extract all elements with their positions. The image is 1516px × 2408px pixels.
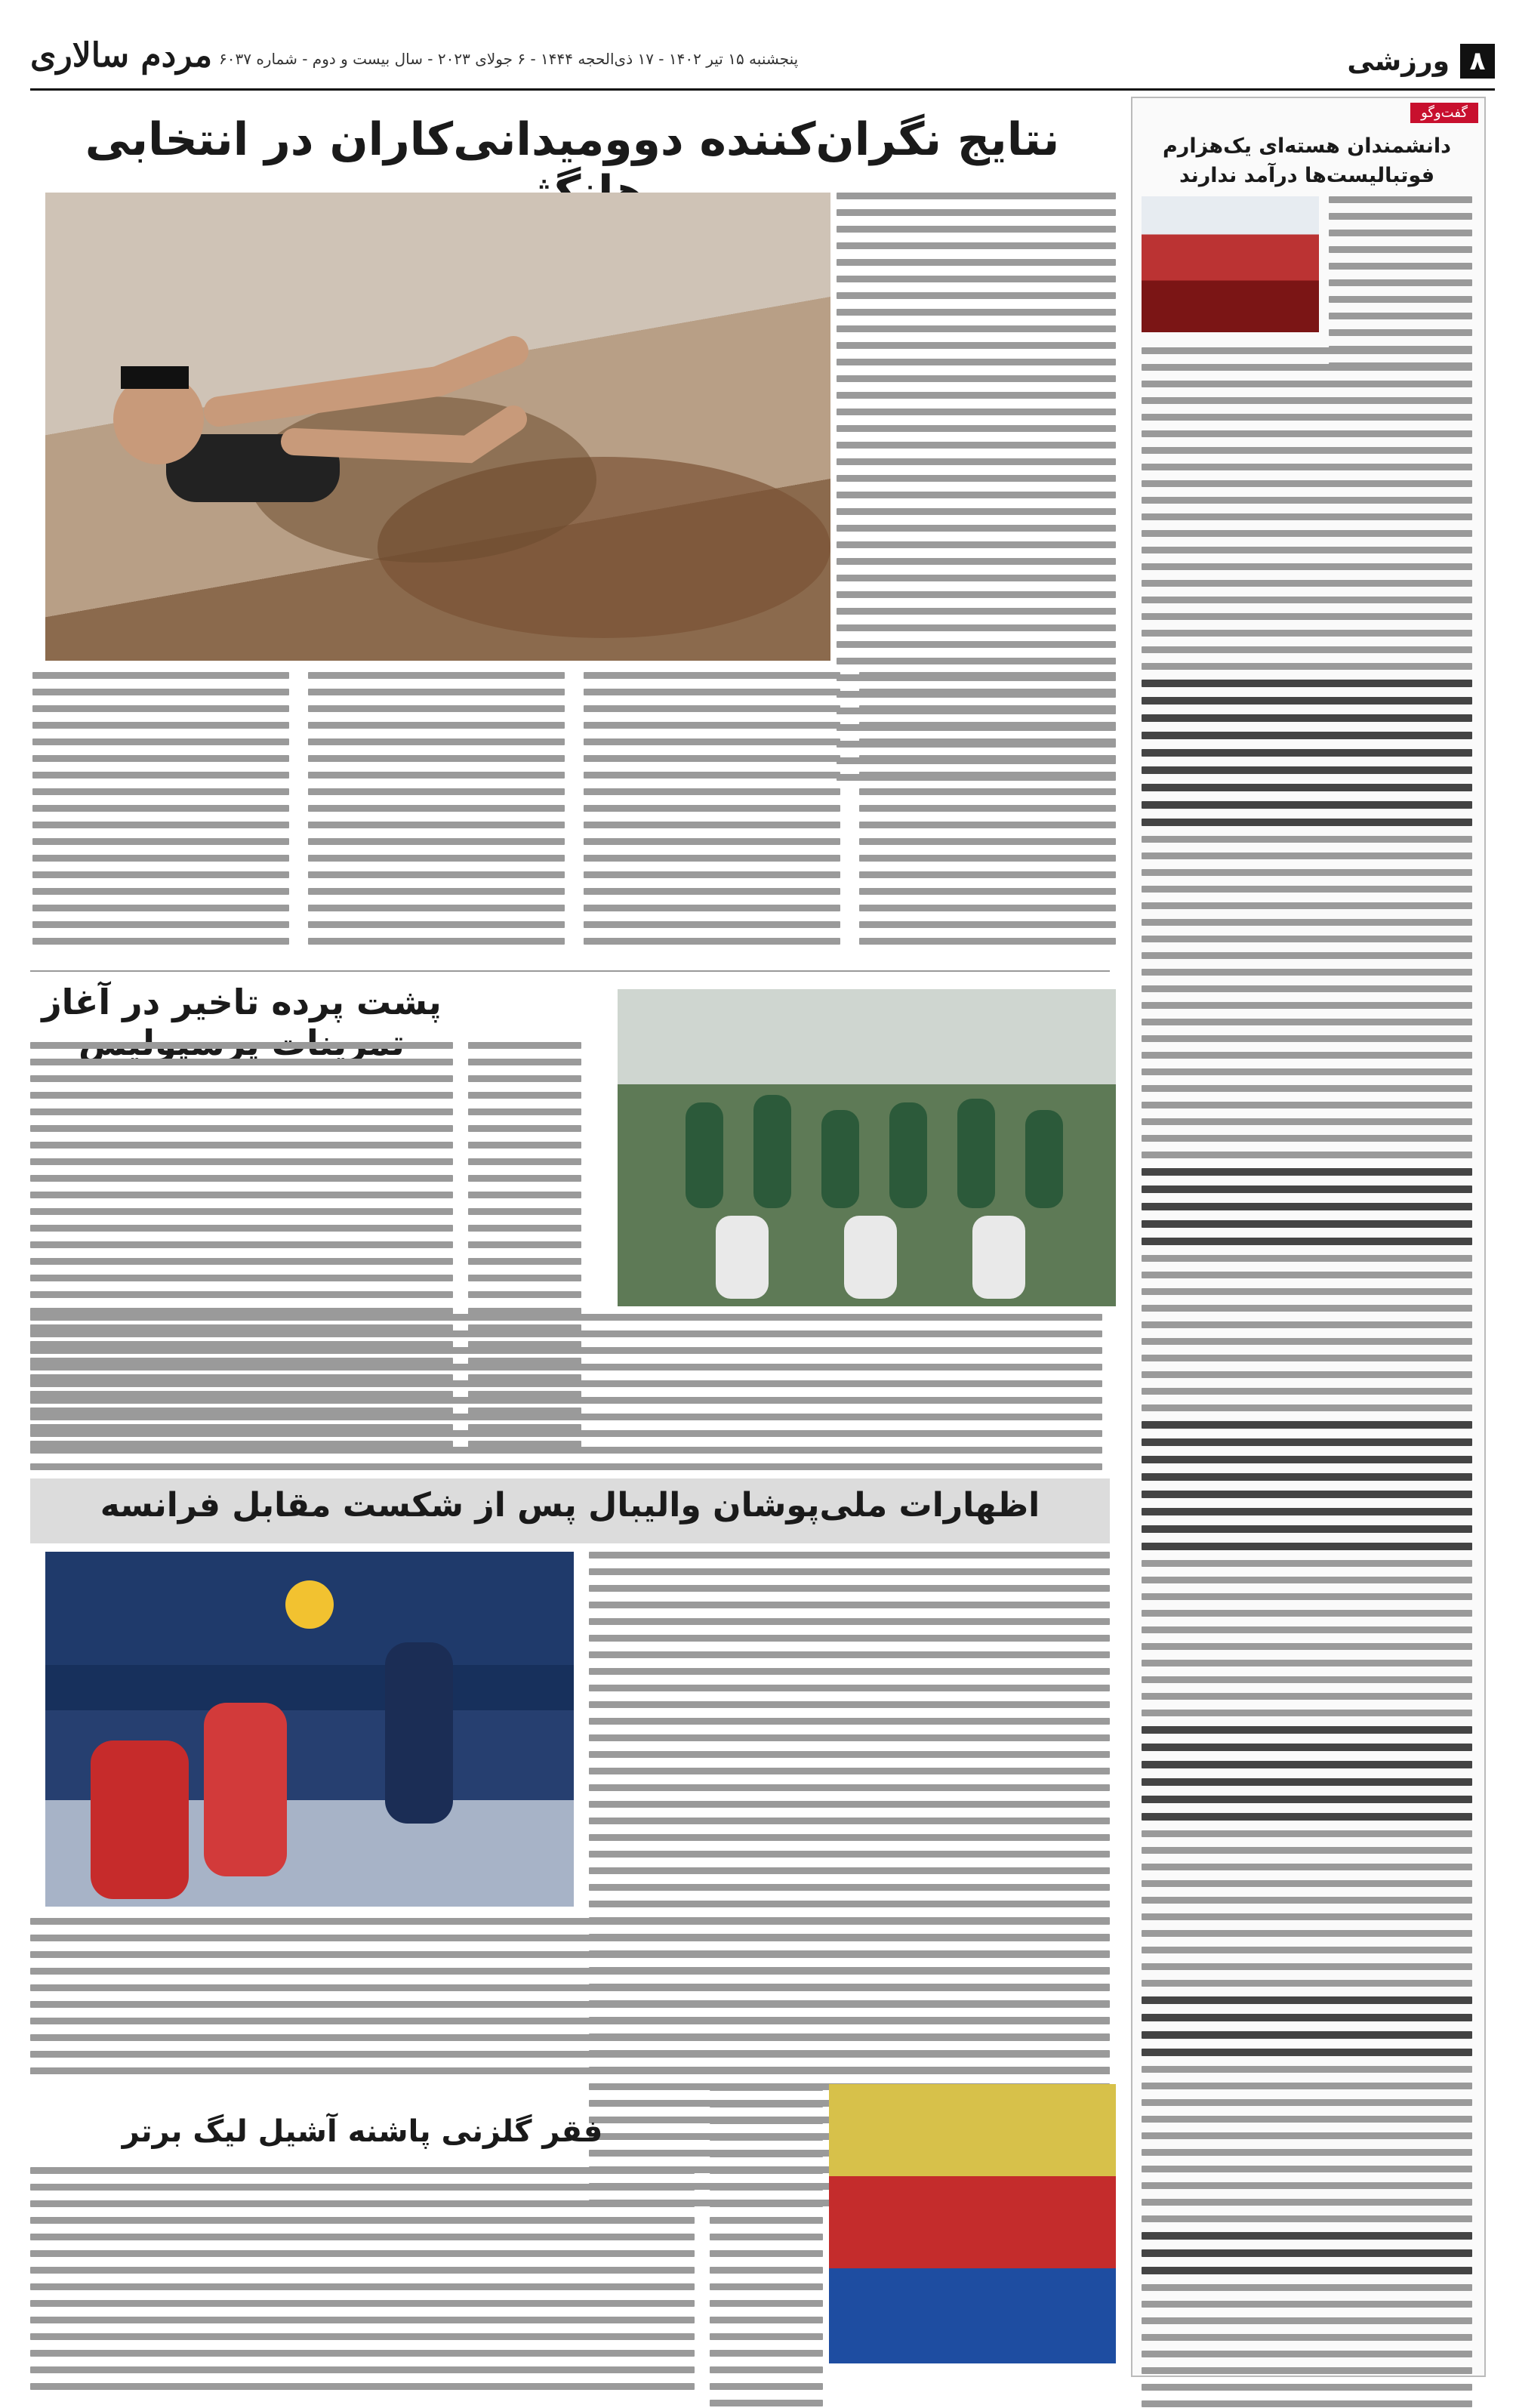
stadium-photo (1142, 196, 1319, 332)
team-silhouettes (618, 989, 1116, 1306)
volleyball-scene (45, 1552, 574, 1907)
divider (30, 970, 1110, 972)
story3-bottom-text (30, 1918, 1110, 2084)
sidebar-body-text (1142, 347, 1472, 2408)
players-collage (829, 2084, 1116, 2363)
sidebar-headline: دانشمندان هسته‌ای یک‌هزارم فوتبالیست‌ها درآمد ندارند (1162, 134, 1452, 188)
masthead (30, 30, 1495, 91)
long-jump-photo (45, 193, 830, 661)
athlete-illustration (45, 193, 830, 661)
story3-headline: اظهارات ملی‌پوشان والیبال پس از شکست مقابل فرانسه (100, 1486, 1040, 1525)
volleyball-photo (45, 1552, 574, 1907)
story4-side-text (710, 2084, 823, 2408)
story4-headline: فقر گلزنی پاشنه آشیل لیگ برتر (122, 2114, 603, 2149)
page-number: ۸ (1460, 44, 1495, 79)
section-header (1347, 44, 1495, 79)
results-column (32, 672, 289, 954)
results-column (859, 672, 1116, 954)
section-name: ورزشی (1347, 45, 1450, 77)
story4-body-text (30, 2167, 695, 2400)
training-photo (618, 989, 1116, 1306)
paper-name: مردم سالاری (30, 36, 213, 75)
section-tag: گفت‌وگو (1410, 103, 1478, 123)
results-text-block (29, 672, 1116, 967)
issue-line: پنجشنبه ۱۵ تیر ۱۴۰۲ - ۱۷ ذی‌الحجه ۱۴۴۴ - ۶ جولای ۲۰۲۳ - سال بیست و دوم - شماره ۶۰۳۷ (219, 50, 799, 68)
sidebar-column (1131, 97, 1486, 2377)
divider (30, 2073, 1110, 2074)
results-column (584, 672, 840, 954)
lead-headline: نتایج نگران‌کننده دوومیدانی‌کاران در انتخابی (85, 113, 1060, 166)
results-column (308, 672, 565, 954)
story2-headline: پشت پرده تاخیر در آغاز (42, 982, 442, 1022)
